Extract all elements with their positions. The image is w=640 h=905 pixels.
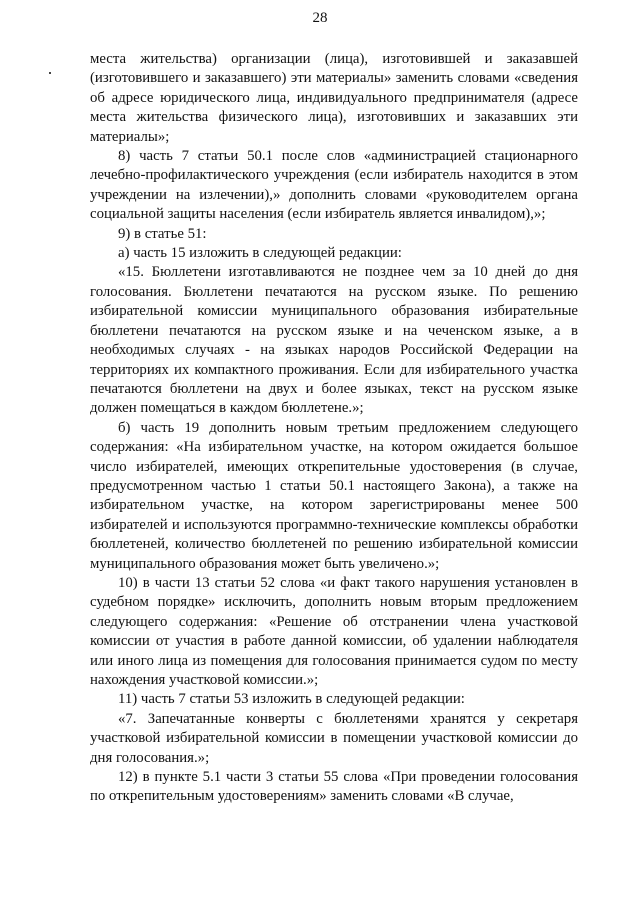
paragraph-item-9: 9) в статье 51: [118,225,207,242]
paragraph-item-9b: б) часть 19 дополнить новым третьим предложением следующего содержания: «На избирательном участке, на котором ожидается большое число избирателей, имеющих открепительные удостоверения (в случае, предусмотренном частью 1 статьи 50.1 настоящего Закона), а также на избирательном участке, на котором зарегистрированы менее 500 избирателей и используются программно-технические комплексы обработки бюллетеней, количество бюллетеней по решению избирательной комиссии муниципального образования может быть увеличено.»; [90,419,578,572]
page-number: 28 [312,10,328,26]
paragraph-part-15-text: «15. Бюллетени изготавливаются не позднее чем за 10 дней до дня голосования. Бюллетени печатаются на русском языке. По решению избирательной комиссии муниципального образования избирательные бюллетени печатаются на русском языке и на чеченском языке, а в необходимых случаях - на языках народов Российской Федерации на территориях их компактного проживания. Если для избирательного участка печатаются бюллетени на двух и более языках, текст на русском языке должен помещаться в каждом бюллетене.»; [90,264,578,417]
paragraph-item-10: 10) в части 13 статьи 52 слова «и факт такого нарушения установлен в судебном порядке» исключить, дополнить новым вторым предложением следующего содержания: «Решение об отстранении члена участковой комиссии от участия в работе данной комиссии, об удалении наблюдателя или иного лица из помещения для голосования принимается судом по месту нахождения участковой комиссии.»; [90,574,578,688]
paragraph-item-11: 11) часть 7 статьи 53 изложить в следующей редакции: [118,691,465,708]
margin-mark [49,72,51,74]
paragraph-item-8: 8) часть 7 статьи 50.1 после слов «администрацией стационарного лечебно-профилактического учреждения (если избиратель находится в этом учреждении на излечении),» дополнить словами «руководителем органа социальной защиты населения (если избиратель является инвалидом),»; [90,148,578,223]
paragraph-part-7-text: «7. Запечатанные конверты с бюллетенями хранятся у секретаря участковой избирательной комиссии в помещении участковой комиссии до дня голосования.»; [90,710,578,766]
paragraph-item-12: 12) в пункте 5.1 части 3 статьи 55 слова «При проведении голосования по открепительным удостоверениям» заменить словами «В случае, [90,769,578,805]
paragraph-item-9a: а) часть 15 изложить в следующей редакции: [118,245,402,262]
paragraph-continuation: места жительства) организации (лица), изготовившей и заказавшей (изготовившего и заказавшего) эти материалы» заменить словами «сведения об адресе юридического лица, индивидуального предпринимателя (адресе места жительства физического лица), изготовивших и заказавших эти материалы»; [90,51,578,145]
document-body [90,50,578,807]
